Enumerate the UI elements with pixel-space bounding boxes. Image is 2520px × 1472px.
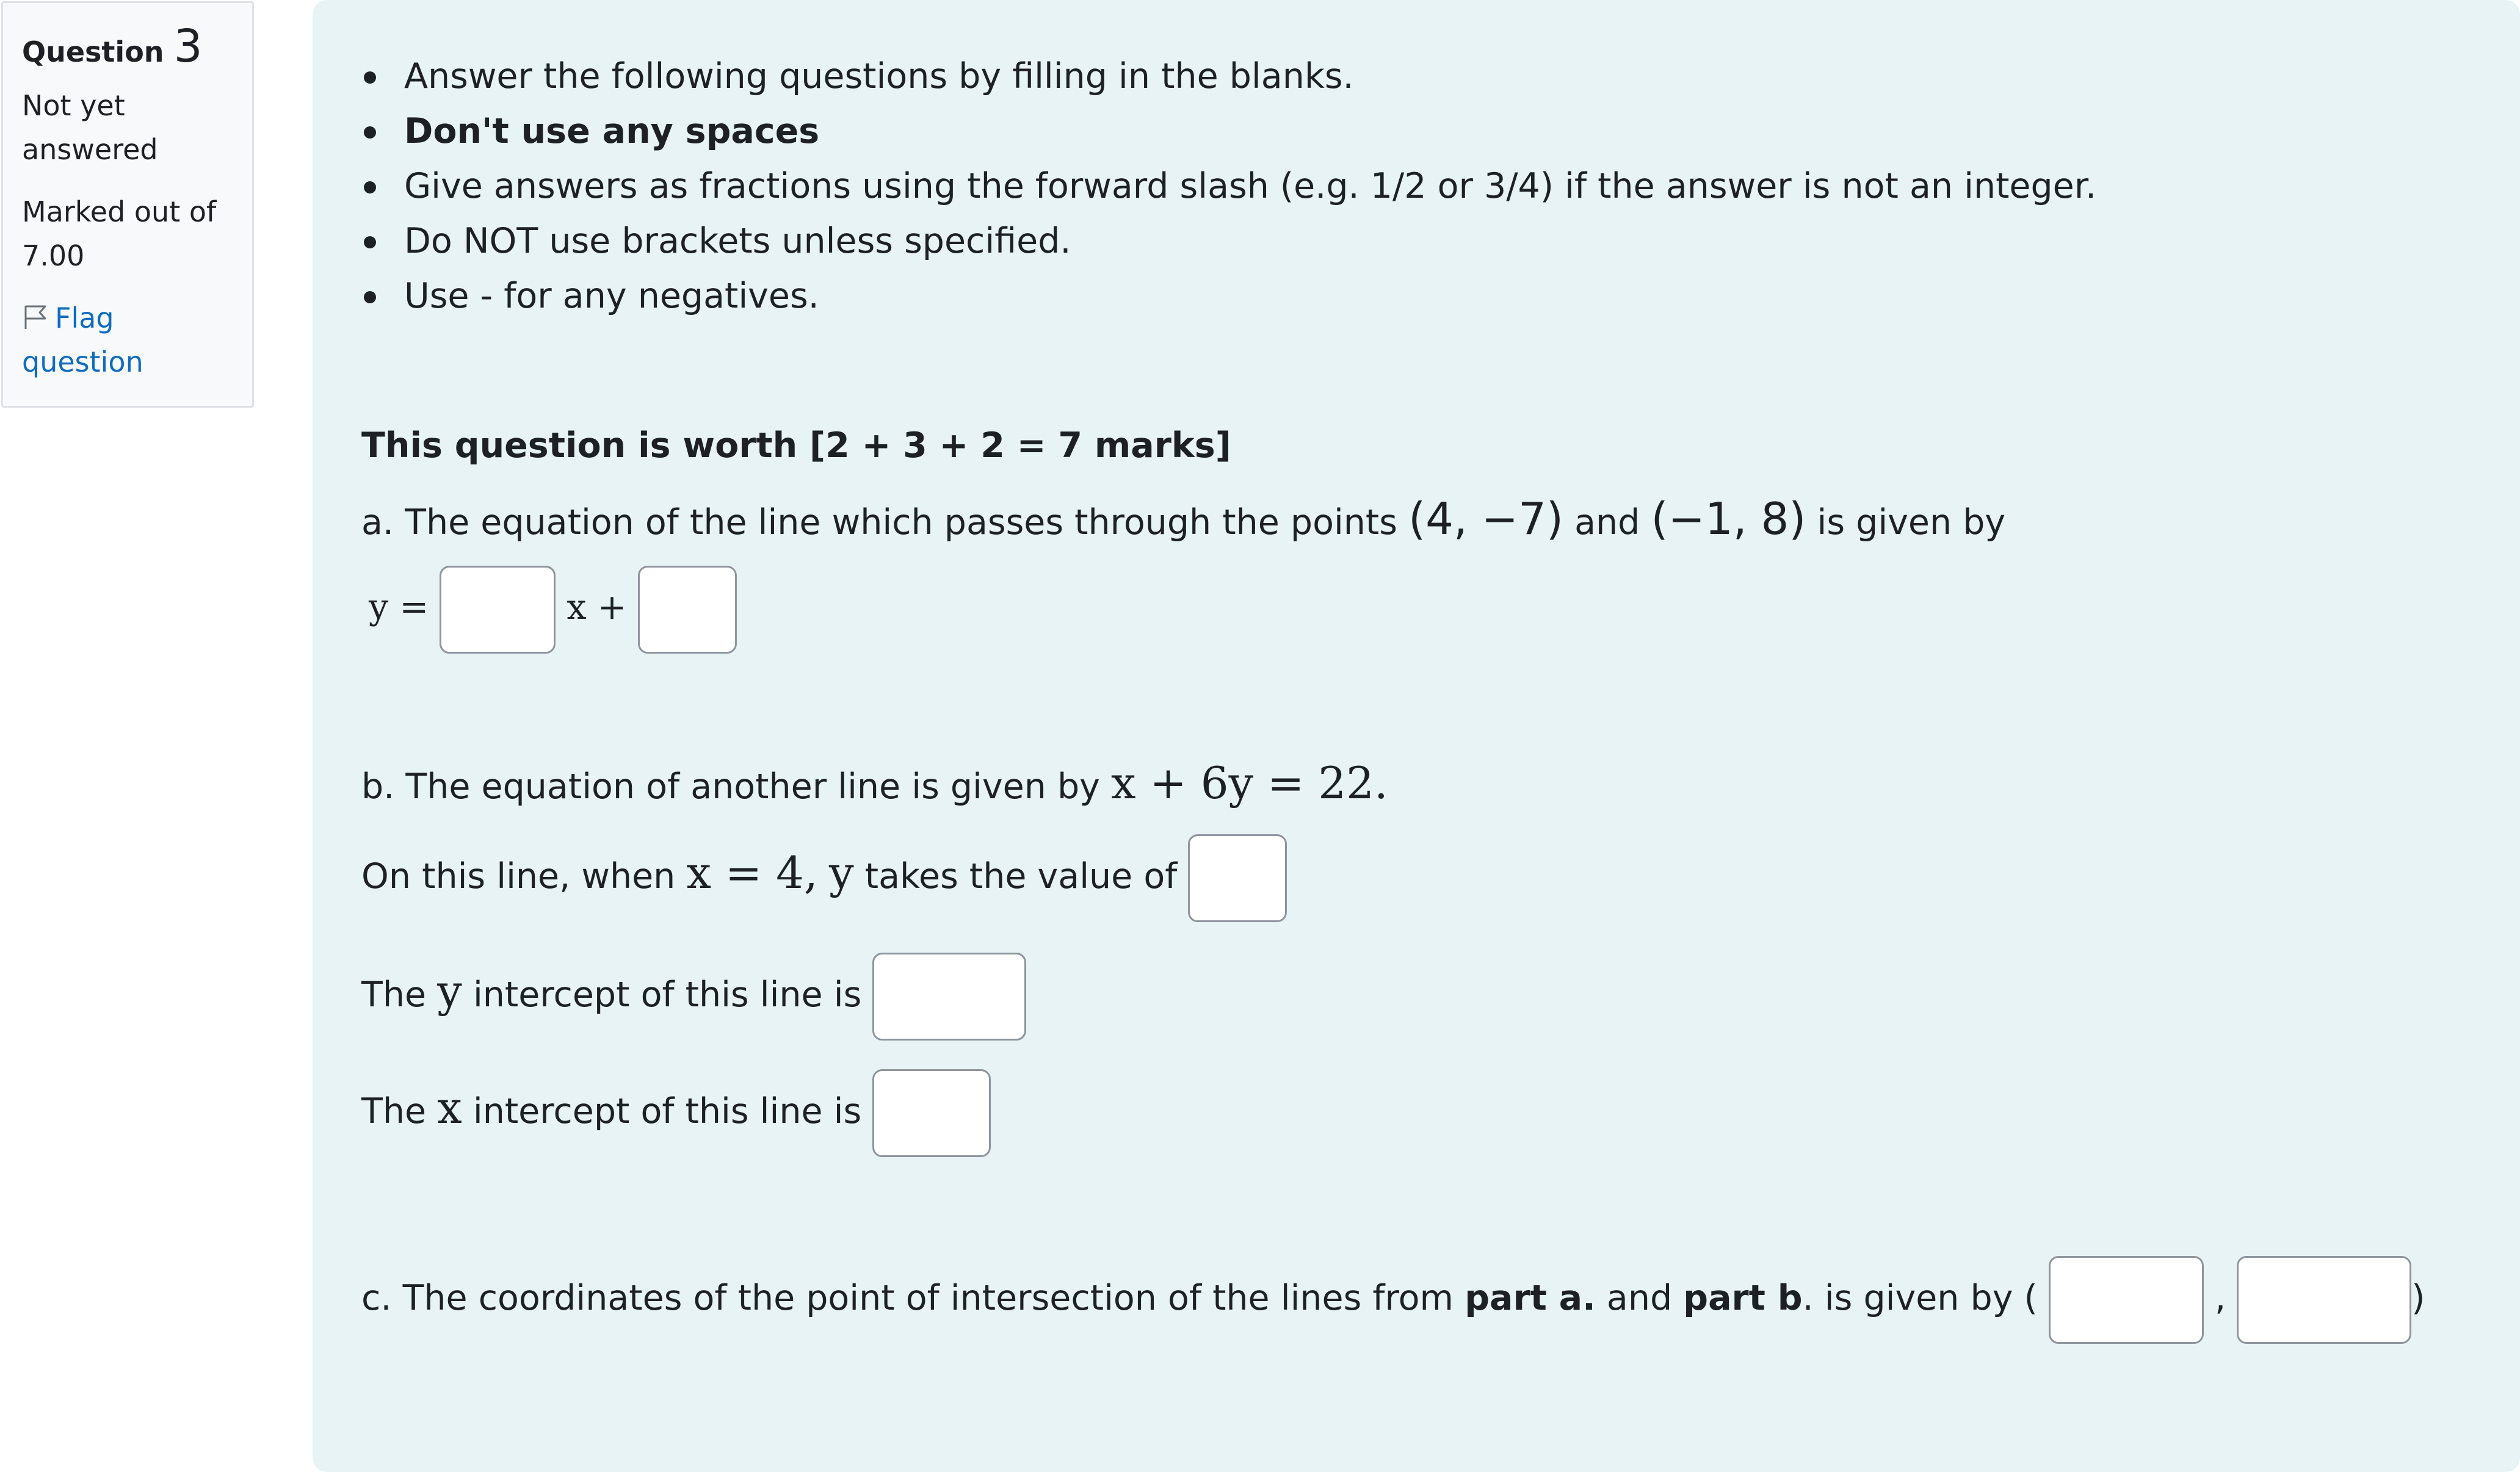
part-b-x-int-text-2: intercept of this line is xyxy=(462,1091,862,1131)
part-a-x-plus: x + xyxy=(567,587,627,627)
question-grade: Marked out of 7.00 xyxy=(22,195,217,272)
part-c-x-coordinate-input[interactable] xyxy=(2049,1256,2204,1344)
part-c-close-paren: ) xyxy=(2411,1278,2425,1318)
part-b-when-text-2: takes the value of xyxy=(853,856,1178,897)
question-state: Not yet answered xyxy=(22,89,158,166)
flag-question-link[interactable] xyxy=(22,296,233,384)
flag-icon xyxy=(22,298,49,325)
part-b-x-int-var: x xyxy=(437,1082,462,1133)
question-info-panel xyxy=(1,1,254,408)
instruction-item: Give answers as fractions using the forward slash (e.g. 1/2 or 3/4) if the answer is not an integer. xyxy=(404,159,2096,214)
part-b-y-int-text-1: The xyxy=(361,975,438,1015)
part-b-y-int-text-2: intercept of this line is xyxy=(462,975,862,1015)
part-a-text-1: a. The equation of the line which passes through the points xyxy=(361,502,1409,543)
part-a-intercept-input[interactable] xyxy=(638,566,737,654)
part-c-bold-1: part a. xyxy=(1465,1278,1596,1318)
part-b-x-intercept-row xyxy=(361,1064,991,1152)
question-word: Question xyxy=(22,35,164,68)
instructions-list xyxy=(404,49,2096,323)
part-b-y-intercept-input[interactable] xyxy=(872,953,1026,1041)
instruction-item: Don't use any spaces xyxy=(404,104,2096,159)
part-b-when-y: y xyxy=(828,847,854,898)
part-b-y-int-var: y xyxy=(437,965,462,1017)
instruction-item: Answer the following questions by filling in the blanks. xyxy=(404,49,2096,104)
part-c-text-2: and xyxy=(1595,1278,1684,1318)
part-c-bold-2: part b xyxy=(1683,1278,1803,1318)
part-a-point-2: (−1, 8) xyxy=(1651,493,1806,544)
part-c-text-1: c. The coordinates of the point of intersection of the lines from xyxy=(361,1278,1465,1318)
flag-question-label[interactable]: Flag question xyxy=(22,301,143,378)
part-a-text-2: is given by xyxy=(1806,502,2006,543)
part-a-text xyxy=(361,491,2005,550)
part-c-comma: , xyxy=(2215,1278,2226,1318)
part-b-x-int-text-1: The xyxy=(361,1091,438,1131)
question-number: 3 xyxy=(173,20,203,73)
part-b-text xyxy=(361,756,1388,814)
marks-worth-heading: This question is worth [2 + 3 + 2 = 7 marks] xyxy=(361,425,1231,466)
part-b-y-intercept-row xyxy=(361,947,1026,1035)
part-c-row xyxy=(361,1254,2425,1342)
part-a-equation xyxy=(369,563,737,651)
part-a-and: and xyxy=(1563,502,1651,543)
part-c-text-3: . is given by ( xyxy=(1802,1278,2038,1318)
part-b-when-row xyxy=(361,829,1287,917)
instruction-item: Use - for any negatives. xyxy=(404,269,2096,323)
part-b-x-intercept-input[interactable] xyxy=(872,1069,991,1157)
part-c-y-coordinate-input[interactable] xyxy=(2237,1256,2411,1344)
part-b-equation: x + 6y = 22. xyxy=(1110,757,1388,809)
part-a-point-1: (4, −7) xyxy=(1408,493,1563,544)
part-a-y-equals: y = xyxy=(369,587,429,627)
part-b-when-eq: x = 4, xyxy=(686,847,818,898)
question-number-heading xyxy=(22,20,233,73)
part-a-gradient-input[interactable] xyxy=(440,566,556,654)
part-b-text-1: b. The equation of another line is given by xyxy=(361,767,1111,807)
instruction-item: Do NOT use brackets unless specified. xyxy=(404,214,2096,269)
part-b-when-text: On this line, when xyxy=(361,856,687,897)
question-content xyxy=(313,0,2520,1472)
part-b-y-value-input[interactable] xyxy=(1188,834,1287,922)
